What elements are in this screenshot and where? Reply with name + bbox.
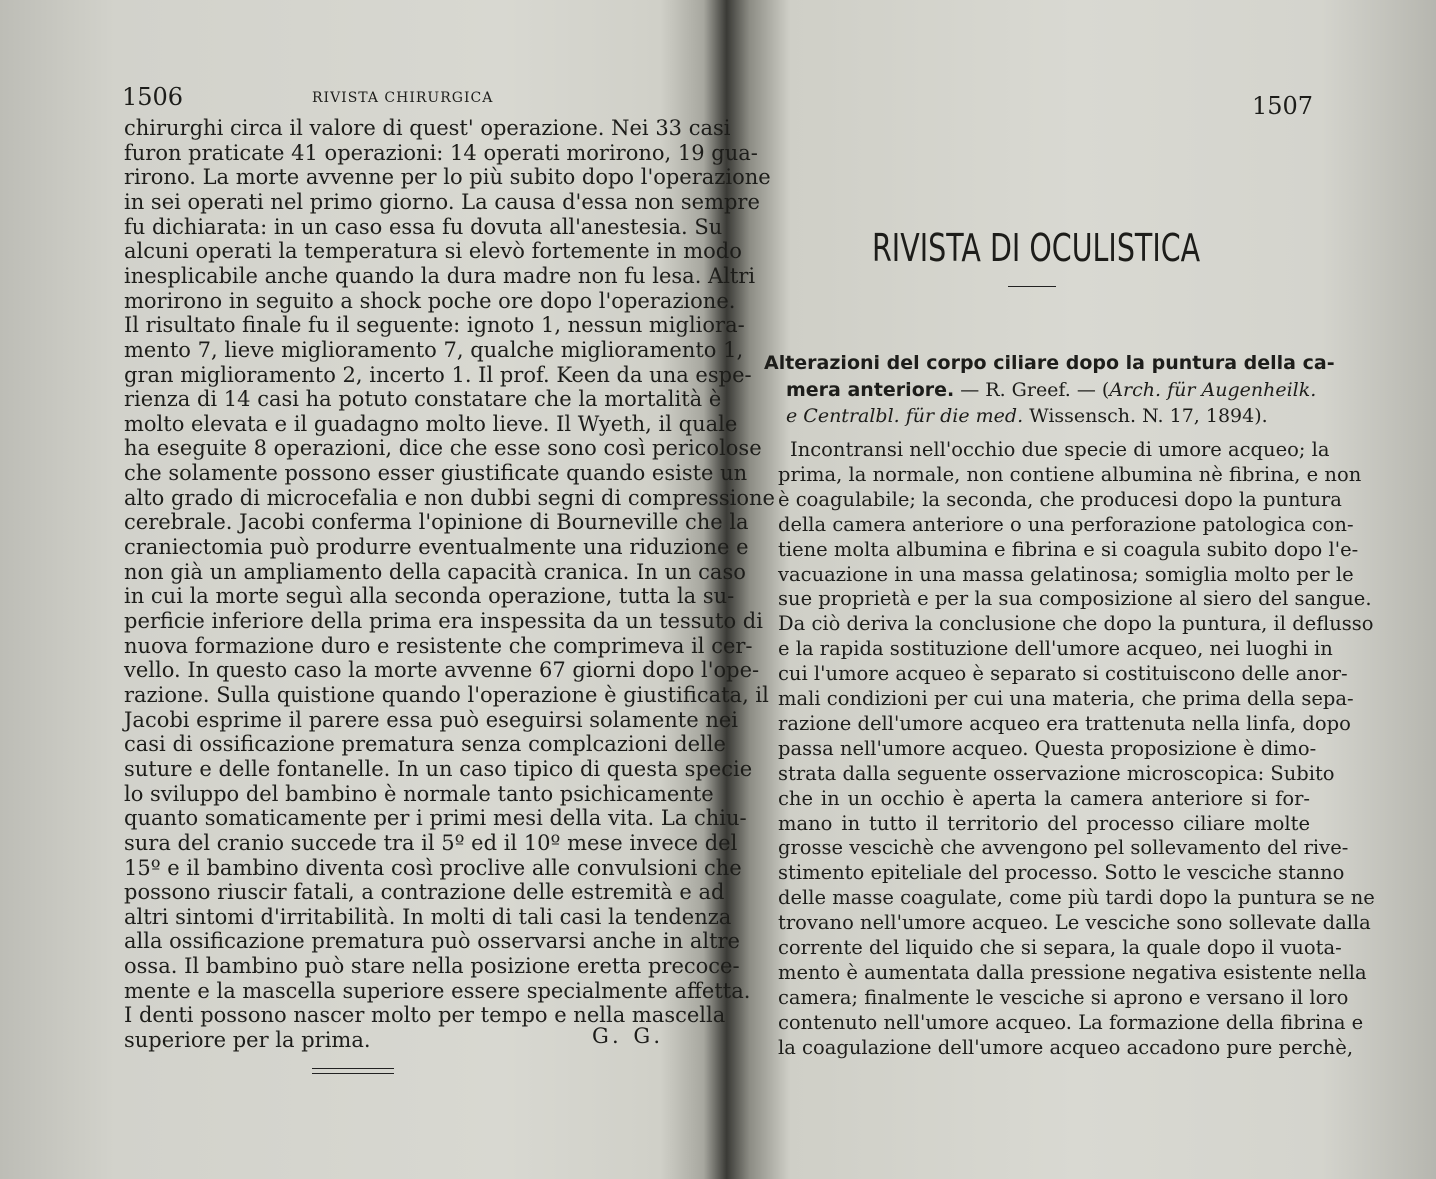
right-text-line: razione dell'umore acqueo era trattenuta nella linfa, dopo (778, 711, 1351, 735)
right-text-line: trovano nell'umore acqueo. Le vesciche sono sollevate dalla (778, 911, 1371, 935)
section-title: RIVISTA DI OCULISTICA (872, 226, 1201, 270)
end-rule-bottom (312, 1073, 394, 1074)
end-rule-top (312, 1068, 394, 1069)
left-text-line: possono riuscir fatali, a contrazione delle estremità e ad (124, 880, 725, 905)
right-text-line: grosse vescichè che avvengono pel sollevamento del rive- (778, 836, 1349, 860)
right-page (728, 0, 1436, 1179)
right-text-line: contenuto nell'umore acqueo. La formazione della fibrina e (778, 1010, 1364, 1034)
title-rule (1008, 286, 1056, 287)
left-text-line: 15º e il bambino diventa così proclive alle convulsioni che (124, 855, 742, 880)
left-text-line: ossa. Il bambino può stare nella posizione eretta precoce- (124, 954, 740, 979)
left-text-line: furon praticate 41 operazioni: 14 operati morirono, 19 gua- (124, 140, 758, 165)
right-text-line: mali condizioni per cui una materia, che prima della sepa- (778, 687, 1354, 710)
left-text-line: chirurghi circa il valore di quest' operazione. Nei 33 casi (124, 116, 731, 140)
right-text-line: sue proprietà e per la sua composizione al siero del sangue. (778, 587, 1372, 611)
running-head: RIVISTA CHIRURGICA (312, 90, 494, 106)
left-text-line: altri sintomi d'irritabilità. In molti di tali casi la tendenza (124, 904, 732, 929)
article-title-line-2: mera anteriore. — R. Greef. — (Arch. für Augenheilk. (786, 379, 1317, 401)
left-page-number: 1506 (122, 83, 184, 111)
right-text-line: camera; finalmente le vesciche si aprono e versano il loro (778, 985, 1349, 1009)
left-text-line: gran miglioramento 2, incerto 1. Il prof. Keen da una espe- (124, 362, 752, 387)
left-text-line: I denti possono nascer molto per tempo e nella mascella (124, 1003, 726, 1028)
left-text-line: razione. Sulla quistione quando l'operazione è giustificata, il (124, 682, 769, 707)
left-text-line: Il risultato finale fu il seguente: ignoto 1, nessun migliora- (124, 313, 745, 338)
left-text-line: superiore per la prima. (124, 1028, 371, 1053)
right-text-line: prima, la normale, non contiene albumina nè fibrina, e non (778, 462, 1362, 486)
left-text-line: nuova formazione duro e resistente che comprimeva il cer- (124, 633, 753, 658)
right-text-line: passa nell'umore acqueo. Questa proposizione è dimo- (778, 736, 1317, 760)
left-text-line: mento 7, lieve miglioramento 7, qualche miglioramento 1, (124, 337, 744, 362)
right-text-line: Incontransi nell'occhio due specie di umore acqueo; la (790, 438, 1330, 461)
right-page-number: 1507 (1252, 92, 1314, 120)
author-signature: G. G. (592, 1024, 665, 1048)
right-text-line: la coagulazione dell'umore acqueo accadono pure perchè, (778, 1035, 1354, 1059)
left-text-line: in sei operati nel primo giorno. La causa d'essa non sempre (124, 189, 760, 214)
left-text-line: che solamente possono esser giustificate quando esiste un (124, 461, 748, 486)
right-text-line: tiene molta albumina e fibrina e si coagula subito dopo l'e- (778, 537, 1359, 561)
left-text-line: alto grado di microcefalia e non dubbi segni di compressione (124, 485, 775, 510)
left-text-line: sura del cranio succede tra il 5º ed il 10º mese invece del (124, 830, 738, 855)
left-text-line: molto elevata e il guadagno molto lieve. Il Wyeth, il quale (124, 411, 738, 436)
left-text-line: perficie inferiore della prima era inspessita da un tessuto di (124, 609, 763, 633)
left-text-line: in cui la morte seguì alla seconda operazione, tutta la su- (124, 584, 735, 609)
left-text-line: non già un ampliamento della capacità cranica. In un caso (124, 559, 746, 584)
left-text-line: fu dichiarata: in un caso essa fu dovuta all'anestesia. Su (124, 214, 723, 239)
left-text-line: rienza di 14 casi ha potuto constatare che la mortalità è (124, 387, 722, 412)
right-text-line: Da ciò deriva la conclusione che dopo la puntura, il deflusso (778, 612, 1374, 636)
left-text-line: Jacobi esprime il parere essa può eseguirsi solamente nei (124, 707, 738, 732)
right-text-line: strata dalla seguente osservazione microscopica: Subito (778, 761, 1335, 785)
left-text-line: mente e la mascella superiore essere specialmente affetta. (124, 978, 751, 1003)
right-text-line: corrente del liquido che si separa, la quale dopo il vuota- (778, 936, 1342, 959)
left-text-line: alla ossificazione prematura può osservarsi anche in altre (124, 929, 740, 954)
left-text-line: casi di ossificazione prematura senza complcazioni delle (124, 732, 726, 757)
left-text-line: inesplicabile anche quando la dura madre non fu lesa. Altri (124, 263, 756, 288)
right-text-line: vacuazione in una massa gelatinosa; somiglia molto per le (778, 562, 1354, 586)
right-text-line: mento è aumentata dalla pressione negativa esistente nella (778, 960, 1367, 984)
left-text-line: cerebrale. Jacobi conferma l'opinione di Bourneville che la (124, 510, 749, 535)
left-text-line: rirono. La morte avvenne per lo più subito dopo l'operazione (124, 165, 771, 190)
left-text-line: lo sviluppo del bambino è normale tanto psichicamente (124, 781, 714, 806)
left-text-line: quanto somaticamente per i primi mesi della vita. La chiu- (124, 806, 747, 831)
right-text-line: e la rapida sostituzione dell'umore acqueo, nei luoghi in (778, 637, 1333, 661)
right-text-line: della camera anteriore o una perforazione patologica con- (778, 512, 1354, 536)
right-text-line: che in un occhio è aperta la camera anteriore si for- (778, 786, 1310, 810)
right-text-line: mano in tutto il territorio del processo ciliare molte (778, 811, 1310, 835)
article-title-line-1: Alterazioni del corpo ciliare dopo la puntura della ca- (764, 352, 1335, 374)
right-text-line: è coagulabile; la seconda, che producesi dopo la puntura (778, 487, 1342, 511)
right-text-line: delle masse coagulate, come più tardi dopo la puntura se ne (778, 886, 1375, 910)
left-text-line: suture e delle fontanelle. In un caso tipico di questa specie (124, 756, 753, 781)
left-text-line: craniectomia può produrre eventualmente una riduzione e (124, 535, 749, 560)
right-text-line: stimento epiteliale del processo. Sotto le vesciche stanno (778, 861, 1345, 885)
left-text-line: alcuni operati la temperatura si elevò fortemente in modo (124, 239, 742, 264)
left-text-line: morirono in seguito a shock poche ore dopo l'operazione. (124, 288, 736, 313)
article-title-line-3: e Centralbl. für die med. Wissensch. N. 17, 1894). (786, 405, 1268, 427)
left-text-line: ha eseguite 8 operazioni, dice che esse sono così pericolose (124, 436, 762, 461)
right-text-line: cui l'umore acqueo è separato si costituiscono delle anor- (778, 662, 1348, 686)
left-text-line: vello. In questo caso la morte avvenne 67 giorni dopo l'ope- (124, 658, 760, 683)
